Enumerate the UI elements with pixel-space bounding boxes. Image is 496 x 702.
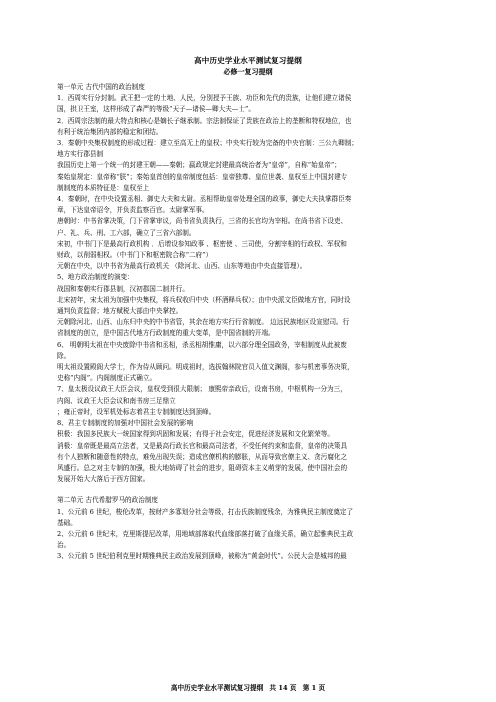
text-line: 积极：我国多民族大一统国家得到巩固和发展；有得于社会安定，促进经济发展和文化繁荣等。 [57,430,334,439]
text-line: 有个人独断和随意性的特点，难免出现失误；造成官僚机构的膨胀，从而导致官僚主义、贪污腐化之 [57,452,348,461]
paragraph-gap [57,485,455,495]
text-line: 史称“内阁”。内阁制度正式确立。 [57,374,157,383]
text-line: 第一单元 古代中国的政治制度 [57,83,145,91]
footer-total-pages: 共 14 页 [269,684,297,692]
text-line: 治。 [57,541,71,550]
text-line: 内阁、议政王大臣会议和南书房三足鼎立 [57,396,176,405]
text-line: 7、皇太极设议政王大臣会议，皇权受到很大限制； 康熙帝亲政后，设南书房，中枢机构一分为三， [57,385,347,394]
text-line: 通判负责监督；地方赋税大部由中央掌控。 [57,307,183,316]
text-line: 省制度的创立，是中国古代地方行政制度的重大变革，是中国省制的开端。 [57,329,275,338]
text-line: 发展开始大大落后于西方国家。 [57,475,150,484]
text-line: 第二单元 古代希腊罗马的政治制度 [57,496,159,505]
text-line: 国，拱卫王室，这样形成了森严的等级“天子—诸侯—卿大夫—士”。 [57,105,255,114]
text-line: 1．西周实行分封制。武王把一定的土地、人民，分别授予王族、功臣和先代的贵族，让他们建立诸侯 [57,94,352,103]
document-subtitle: 必修一复习提纲 [223,67,273,76]
text-line: 秦始皇规定：皇帝称“朕”；秦始皇首创的皇帝制度包括：皇帝独尊、皇位世袭、皇权至上中国封建专 [57,172,348,181]
text-line: 消极：皇帝既是最高立法者，又是最高行政长官和最高司法者，不受任何约束和监督，皇帝的决策具 [57,441,348,450]
text-line: 章，下达皇帝诏令，并负责监察百官。太尉掌军事。 [57,206,209,215]
page-footer [0,683,496,693]
text-line: 除。 [57,351,71,360]
document-body [57,82,455,563]
text-line: 6、 明朝明太祖在中央废除中书省和丞相，杀丞相胡惟庸，以六部分理全国政务，宰相制度从此被废 [57,340,347,349]
text-line: 4．秦朝时，在中央设置丞相、御史大夫和太尉。丞相帮助皇帝处理全国的政事，御史大夫执掌群臣奏 [57,195,352,204]
text-line: 1、公元前 6 世纪，梭伦改革，按财产多寡划分社会等级，打击氏族制度残余，为雅典民主制度奠定了 [57,507,354,516]
text-line: 战国和秦朝实行郡县制，汉初郡国二制并行。 [57,284,189,293]
text-line: 3、公元前 5 世纪伯利克里时期雅典民主政治发展到顶峰，被称为“黄金时代”。公民大会是城邦的最 [57,552,347,561]
text-line: 有利于统治集团内部的稳定和团结。 [57,127,163,136]
text-line: 2、公元前 6 世纪末，克里斯提尼改革，用地域部落取代血缘部落打破了血缘关系，确立起雅典民主政 [57,529,354,538]
text-line: 唐朝时：中书省掌决策，门下省掌审议，尚书省负责执行，三省的长官均为宰相。在尚书省下设吏、 [57,217,348,226]
text-line: 我国历史上第一个统一的封建王朝——秦朝；嬴政规定封建最高统治者为“皇帝”，自称“始皇帝”； [57,161,341,170]
text-line: 基础。 [57,518,77,527]
text-line: 地方实行郡县制 [57,150,104,159]
document-title: 高中历史学业水平测试复习提纲 [194,56,302,65]
text-line: 2．西周宗法制的最大特点和核心是嫡长子继承制。宗法制保证了贵族在政治上的垄断和特权地位，也 [57,116,352,125]
footer-page-number: 第 1 页 [302,684,326,692]
text-line: 制制度的本质特征是：皇权至上 [57,183,150,192]
text-line: 8、君主专制制度的加强对中国社会发展的影响 [57,419,194,428]
text-line: 元朝在中央，以中书省为最高行政机关 （除河北、山西、山东等地由中央直接管理）。 [57,262,307,271]
text-line: 宋初，中书门下是最高行政机构 ．后增设参知政事 、枢密使 、三司使，分割宰相的行政权、军权和 [57,239,347,248]
footer-doc-title: 高中历史学业水平测试复习提纲 [170,684,264,692]
text-line: 3．秦朝中央集权制度的形成过程：建立至高无上的皇权；中央实行较为完备的中央官制：三公九卿制； [57,139,358,148]
document-header [0,55,496,77]
text-line: 北宋初年，宋太祖为加强中央集权，将兵权收归中央（杯酒释兵权）；由中央派文臣做地方官，同时设 [57,295,351,304]
text-line: 元朝除河北、山西、山东归中央的中书省管，其余在地方实行行省制度。 边远民族地区设宣慰司。行 [57,318,350,327]
text-line: 风盛行。总之对主专制的加强，极大地妨碍了社会的进步，阻碍资本主义萌芽的发展，使中国社会的 [57,463,348,472]
text-line: ；雍正帝时，设军机处标志着君主专制制度达到顶峰。 [57,407,216,416]
text-line: 财政，以削弱相权。（中书门下和枢密院合称“二府”） [57,251,213,260]
text-line: 5、地方政治制度的演变： [57,273,134,282]
text-line: 户、礼、兵、刑、工六部，确立了三省六部制。 [57,228,196,237]
text-line: 明太祖设置殿阁大学士，作为侍从顾问。明成祖时，选拔翰林院官员入值文渊阁，参与机密事务决策， [57,363,354,372]
